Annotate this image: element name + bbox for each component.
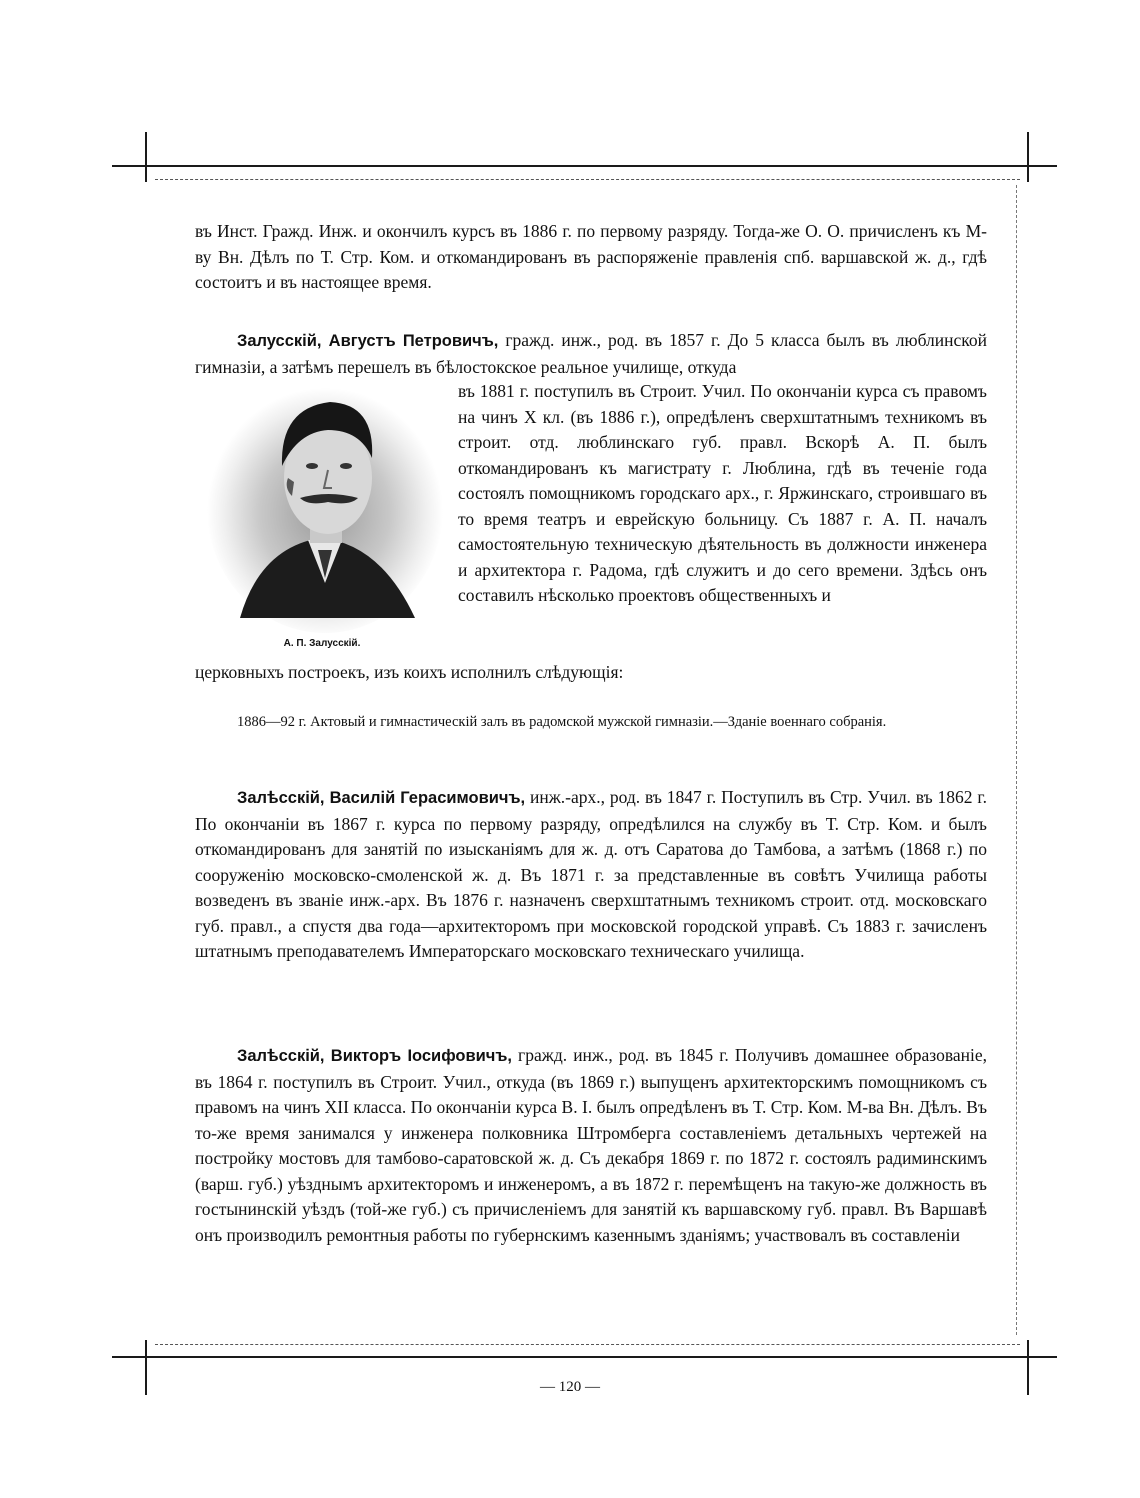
entry-zalusskiy-name: Залусскій, Августъ Петровичъ, (237, 332, 499, 350)
entry-zalesskiy-vasiliy (195, 785, 987, 965)
works-list: 1886—92 г. Актовый и гимнастическій залъ въ радомской мужской гимназіи.—Зданіе военнаго собранія. (237, 714, 887, 730)
entry-zalesskiy-viktor-text: гражд. инж., род. въ 1845 г. Получивъ домашнее образованіе, въ 1864 г. поступилъ въ Строит. Учил., откуда (въ 1869 г.) выпущенъ архитекторскимъ помощникомъ съ правомъ на чинъ XII класса. По окончаніи курса В. І. былъ опредѣленъ въ Т. Стр. Ком. М-ва Вн. Дѣлъ. Въ то-же время занимался у инженера полковника Штромберга составленіемъ детальныхъ чертежей на постройку мостовъ для тамбово-саратовской ж. д. Съ декабря 1869 г. по 1872 г. состоялъ радиминскимъ (варш. губ.) уѣзднымъ архитекторомъ и инженеромъ, а въ 1872 г. перемѣщенъ на такую-же должность въ гостынинскій уѣздъ (той-же губ.) съ причисленіемъ для занятій къ варшавскому губ. правл. Въ Варшавѣ онъ производилъ ремонтныя работы по губернскимъ казеннымъ зданіямъ; участвовалъ въ составленіи (195, 1045, 987, 1245)
inner-bottom-dashed-rule (155, 1344, 1020, 1345)
frame-left-rule-bottom (145, 1340, 147, 1395)
entry-zalesskiy-viktor (195, 1043, 987, 1248)
inner-right-dashed-rule (1016, 185, 1017, 1335)
inner-top-dashed-rule (155, 179, 1020, 180)
entry-zalesskiy-viktor-name: Залѣсскій, Викторъ Іосифовичъ, (237, 1047, 512, 1065)
portrait-caption: А. П. Залусскій. (283, 638, 361, 649)
entry-zalusskiy-head (195, 328, 987, 380)
entry-zalusskiy-body: въ 1881 г. поступилъ въ Строит. Учил. По окончаніи курса съ правомъ на чинъ X кл. (въ 1886 г.), опредѣленъ сверхштатнымъ техникомъ въ строит. отд. люблинскаго губ. правл. Вскорѣ А. П. былъ откомандированъ къ магистрату г. Люблина, гдѣ въ теченіе года состоялъ помощникомъ городскаго арх., г. Яржинскаго, строившаго въ то время театръ и еврейскую больницу. Съ 1887 г. А. П. началъ самостоятельную техническую дѣятельность въ должности инженера и архитектора г. Радома, гдѣ служитъ и до сего времени. Здѣсь онъ составилъ нѣсколько проектовъ общественныхъ и (458, 381, 987, 605)
entry-zalusskiy-tail: церковныхъ построекъ, изъ коихъ исполнилъ слѣдующія: (195, 662, 624, 682)
portrait-zalusskiy (200, 378, 450, 638)
entry-zalesskiy-vasiliy-text: инж.-арх., род. въ 1847 г. Поступилъ въ Стр. Учил. въ 1862 г. По окончаніи въ 1867 г. курса по первому разряду, опредѣлился на службу въ Т. Стр. Ком. и былъ откомандированъ для занятій по изысканіямъ для ж. д. отъ Саратова до Тамбова, а затѣмъ (1868 г.) по сооруженію московско-смоленской ж. д. Въ 1871 г. за представленные въ совѣтъ Училища работы возведенъ въ званіе инж.-арх. Въ 1876 г. назначенъ сверхштатнымъ техникомъ строит. отд. московскаго губ. правл., а спустя два года—архитекторомъ при московской городской управѣ. Съ 1883 г. зачисленъ штатнымъ преподавателемъ Императорскаго московскаго техническаго училища. (195, 787, 987, 961)
frame-bottom-rule (112, 1356, 1057, 1358)
frame-right-rule-top (1027, 132, 1029, 182)
frame-right-rule-bottom (1027, 1340, 1029, 1395)
entry-zalesskiy-vasiliy-name: Залѣсскій, Василій Герасимовичъ, (237, 789, 526, 807)
page-number: — 120 — (540, 1379, 600, 1395)
intro-paragraph (195, 219, 987, 296)
entry-zalusskiy-head-text: гражд. инж., род. въ 1857 г. До 5 класса былъ въ люблинской гимназіи, а затѣмъ перешелъ въ бѣлостокское реальное училище, откуда (195, 330, 987, 377)
frame-left-rule-top (145, 132, 147, 182)
frame-top-rule (112, 165, 1057, 167)
portrait-illustration (200, 378, 450, 638)
intro-text: въ Инст. Гражд. Инж. и окончилъ курсъ въ 1886 г. по первому разряду. Тогда-же О. О. причисленъ къ М-ву Вн. Дѣлъ по Т. Стр. Ком. и откомандированъ въ распоряженіе правленія спб. варшавской ж. д., гдѣ состоитъ и въ настоящее время. (195, 221, 987, 292)
